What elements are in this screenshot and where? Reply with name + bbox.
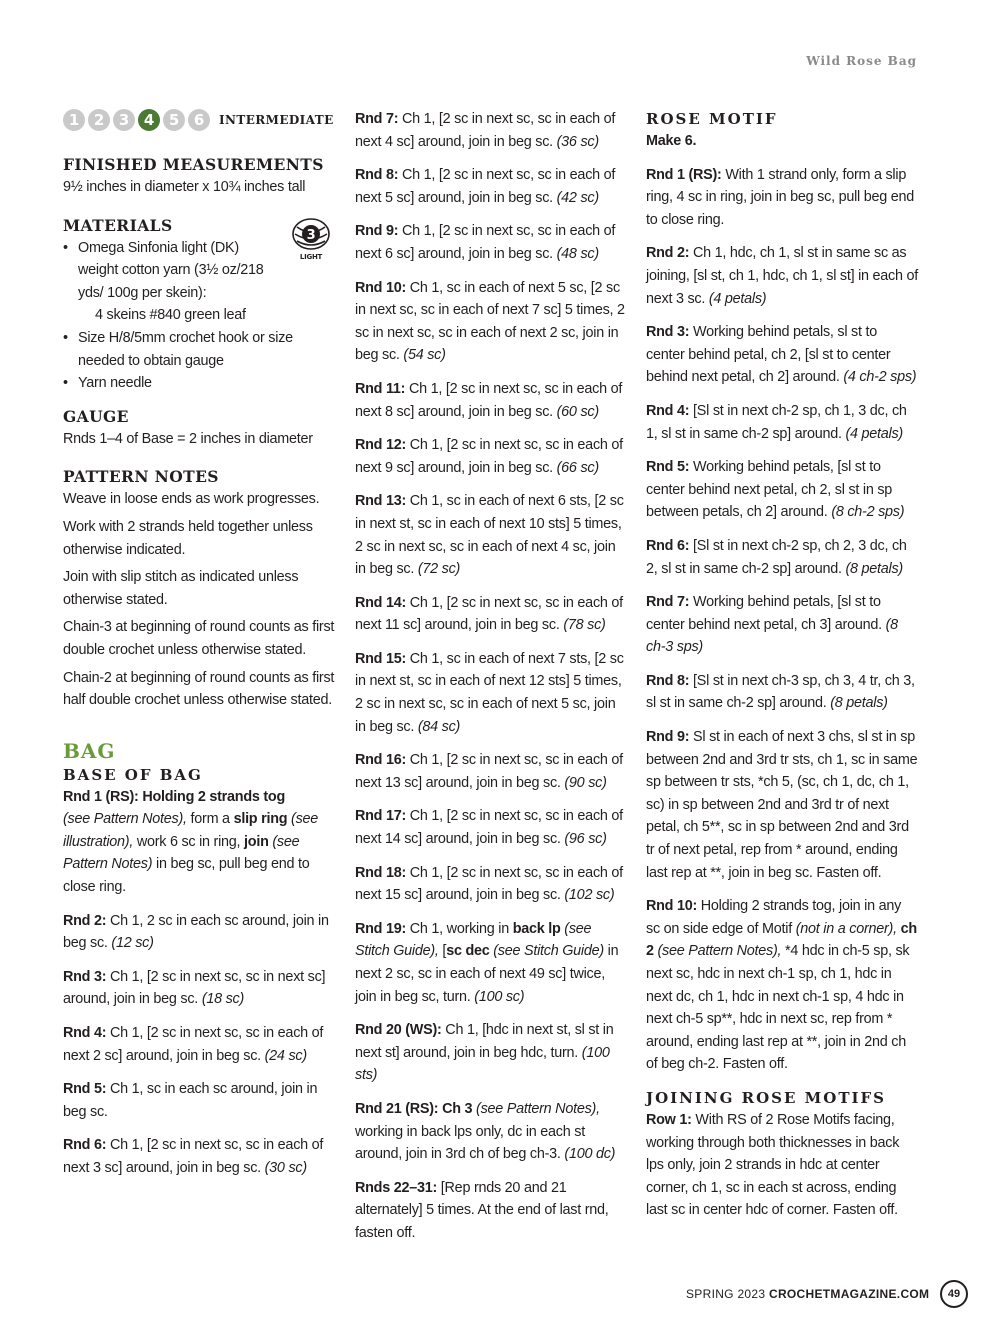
round-label: Rnd 3: [646, 324, 690, 341]
round-text: Working behind petals, sl st to center behind petal, ch 2, [sl st to center behind next petal, ch 2] around. [646, 324, 891, 386]
round-count: (78 sc) [563, 617, 606, 634]
round-text: Ch 1, [2 sc in next sc, sc in each of next 6 sc] around, join in beg sc. [355, 223, 616, 262]
skill-dot-6: 6 [188, 109, 210, 131]
round-label: Rnd 10: [646, 898, 698, 915]
round-text: Ch 1, [2 sc in next sc, sc in each of next 11 sc] around, join in beg sc. [355, 594, 623, 634]
round-count: (18 sc) [201, 991, 245, 1008]
round-count: (60 sc) [556, 403, 599, 420]
skill-dot-1: 1 [63, 109, 85, 131]
round-text: Ch 1, [2 sc in next sc, sc in each of next 2 sc] around, join in beg sc. [63, 1025, 324, 1064]
bag-heading: BAG [63, 738, 116, 763]
round-text: in beg sc, pull beg end to close ring. [63, 856, 310, 896]
round-text: Ch 1, [2 sc in next sc, sc in each of next 9 sc] around, join in beg sc. [355, 437, 623, 476]
round-label: Rnd 6: [646, 537, 690, 554]
round-label: Rnd 9: [355, 223, 399, 240]
round-rose-6 [646, 535, 918, 580]
skill-level-indicator [63, 108, 335, 132]
gauge-heading: GAUGE [63, 406, 129, 426]
round-text: Ch 1, [2 sc in next sc, sc in each of next 8 sc] around, join in beg sc. [355, 380, 623, 420]
round-label: Rnd 21 (RS): [355, 1100, 439, 1117]
round-label: Rnd 4: [646, 402, 690, 419]
round-label: Rnd 15: [355, 650, 407, 667]
round-label: Rnd 19: [355, 920, 407, 937]
round-text: form a [186, 811, 234, 828]
round-label: Rnd 5: [646, 459, 690, 476]
round-text: Ch 1, sc in each of next 5 sc, [2 sc in next sc, sc in each of next 7 sc] 5 times, 2 sc in next sc, sc in each of next 2 sc, join in beg sc. [355, 279, 625, 364]
round-count: (4 petals) [708, 290, 767, 307]
round-note: (see Stitch Guide), [355, 920, 592, 960]
round-label: Rnd 2: [646, 245, 690, 262]
round-term: slip ring [233, 811, 288, 828]
round-base-3 [63, 966, 335, 1011]
round-base-11 [355, 378, 627, 423]
materials-list [63, 237, 335, 395]
note-item: Weave in loose ends as work progresses. [63, 491, 320, 508]
round-base-4 [63, 1022, 335, 1067]
round-base-6 [63, 1134, 335, 1179]
materials-item-hook: • Size H/8/5mm crochet hook or size needed to obtain gauge [63, 327, 335, 372]
skill-dot-2: 2 [88, 109, 110, 131]
round-label: Rnd 4: [63, 1025, 107, 1042]
round-base-10 [355, 277, 627, 367]
gauge-text: Rnds 1–4 of Base = 2 inches in diameter [63, 430, 313, 447]
round-text: *4 hdc in ch-5 sp, sk next sc, hdc in next ch-1 sp, ch 1, hdc in next dc, ch 1, hdc in next ch-1 sp, 4 hdc in next ch-5 sp**, hdc in next sc, rep from * around, ending last rep at **, join in 2nd ch of beg ch-2. Fasten off. [646, 943, 910, 1073]
round-text: [Sl st in next ch-3 sp, ch 3, 4 tr, ch 3, sl st in same ch-2 sp] around. [646, 672, 915, 712]
round-count: (8 petals) [845, 560, 903, 577]
round-label: Rnd 12: [355, 437, 407, 454]
round-text: Ch 1, hdc, ch 1, sl st in same sc as joining, [sl st, ch 1, hdc, ch 1, sl st] in each of next 3 sc. [646, 245, 919, 307]
round-base-18 [355, 862, 627, 907]
round-rose-8 [646, 670, 918, 715]
rose-motif-heading: ROSE MOTIF [646, 110, 778, 128]
pattern-notes-heading: PATTERN NOTES [63, 467, 219, 487]
round-count: (30 sc) [264, 1160, 307, 1176]
round-base-8 [355, 164, 627, 209]
round-base-12 [355, 434, 627, 479]
round-text: Ch 1, [2 sc in next sc, sc in each of next 4 sc] around, join in beg sc. [355, 111, 616, 150]
materials-sub-item: 4 skeins #840 green leaf [95, 307, 246, 324]
round-label: Rnd 2: [63, 912, 107, 929]
round-label: Rnd 11: [355, 380, 406, 397]
footer-site: CROCHETMAGAZINE.COM [768, 1287, 930, 1301]
round-count: (100 sc) [474, 988, 525, 1005]
round-label: Rnd 14: [355, 594, 407, 611]
round-text: [Sl st in next ch-2 sp, ch 2, 3 dc, ch 2, sl st in same ch-2 sp] around. [646, 537, 907, 577]
round-label: Rnds 22–31: [355, 1179, 438, 1196]
base-heading: BASE OF BAG [63, 765, 203, 784]
round-note: (see Stitch Guide) [489, 943, 604, 960]
round-label: Rnd 17: [355, 808, 407, 825]
round-count: (102 sc) [564, 887, 615, 904]
round-count: (8 petals) [830, 695, 888, 712]
round-text: Ch 1, [hdc in next st, sl st in next st] around, join in beg hdc, turn. [355, 1022, 614, 1061]
round-label: Row 1: [646, 1111, 692, 1128]
round-label: Rnd 18: [355, 864, 407, 881]
column-left [63, 108, 335, 1180]
round-text: in next 2 sc, sc in each of next 49 sc] twice, join in beg sc, turn. [355, 943, 619, 1005]
round-rose-2 [646, 242, 918, 310]
round-base-15 [355, 648, 627, 738]
round-base-19 [355, 918, 627, 1008]
round-count: (96 sc) [564, 831, 607, 848]
round-text: Ch 1, [2 sc in next sc, sc in each of next 15 sc] around, join in beg sc. [355, 864, 623, 904]
round-base-17 [355, 805, 627, 850]
joining-row-1 [646, 1109, 918, 1222]
round-rose-10 [646, 895, 918, 1076]
round-count: (36 sc) [556, 133, 599, 150]
round-rose-1 [646, 164, 918, 232]
materials-heading: MATERIALS [63, 215, 173, 235]
round-note: (see illustration), [63, 811, 319, 850]
skill-dot-5: 5 [163, 109, 185, 131]
round-text: work 6 sc in ring, [133, 833, 245, 850]
round-note: (see Pattern Notes), [653, 943, 782, 960]
round-label: Rnd 13: [355, 493, 407, 510]
round-count: (66 sc) [556, 459, 599, 476]
round-text: Ch 1, [2 sc in next sc, sc in each of next 3 sc] around, join in beg sc. [63, 1137, 324, 1176]
joining-heading: JOINING ROSE MOTIFS [646, 1088, 887, 1107]
rose-make-count: Make 6. [646, 133, 697, 149]
round-base-21 [355, 1098, 627, 1166]
round-text: With 1 strand only, form a slip ring, 4 sc in ring, join in beg sc, pull beg end to close ring. [646, 166, 914, 228]
round-count: (12 sc) [111, 935, 154, 952]
round-base-7 [355, 108, 627, 153]
round-count: (4 ch-2 sps) [843, 369, 917, 386]
round-base-5 [63, 1078, 335, 1123]
column-middle [355, 108, 627, 1245]
round-count: (72 sc) [417, 561, 461, 578]
note-item: Work with 2 strands held together unless otherwise indicated. [63, 518, 313, 558]
round-text: [Rep rnds 20 and 21 alternately] 5 times. At the end of last rnd, fasten off. [355, 1179, 609, 1241]
round-text: Working behind petals, [sl st to center behind next petal, ch 3] around. [646, 594, 886, 633]
round-rose-3 [646, 321, 918, 389]
materials-item-yarn [63, 237, 335, 327]
note-item: Join with slip stitch as indicated unless otherwise stated. [63, 569, 299, 608]
round-text: [Sl st in next ch-2 sp, ch 1, 3 dc, ch 1, sl st in same ch-2 sp] around. [646, 402, 907, 442]
round-term: back lp [512, 920, 561, 937]
round-rose-4 [646, 400, 918, 445]
round-text: With RS of 2 Rose Motifs facing, working through both thicknesses in back lps only, join 2 strands in hdc at center corner, ch 1, sc in each st across, ending last sc in center hdc of corner. Fasten off. [646, 1111, 900, 1219]
round-text: [ [438, 943, 447, 960]
round-count: (54 sc) [403, 347, 446, 364]
round-base-14 [355, 592, 627, 637]
round-text: Ch 1, sc in each sc around, join in beg sc. [63, 1081, 318, 1120]
round-term: Ch 3 [438, 1100, 473, 1117]
round-term: join [244, 833, 269, 850]
round-count: (42 sc) [556, 189, 599, 206]
round-text: Ch 1, sc in each of next 7 sts, [2 sc in next st, sc in each of next 12 sts] 5 times, 2 sc in next sc, sc in each of next 5 sc, join in beg sc. [355, 650, 624, 735]
round-base-9 [355, 220, 627, 265]
round-label: Rnd 10: [355, 279, 407, 296]
footer [686, 1287, 929, 1301]
column-right [646, 108, 918, 1222]
round-count: (48 sc) [556, 245, 599, 262]
running-header: Wild Rose Bag [806, 54, 917, 68]
round-count: (8 ch-2 sps) [831, 504, 905, 521]
round-rose-9 [646, 726, 918, 884]
round-text: Ch 1, working in [406, 920, 513, 937]
round-label: Rnd 3: [63, 968, 107, 985]
round-base-1 [63, 786, 335, 899]
round-text: Ch 1, [2 sc in next sc, sc in next sc] around, join in beg sc. [63, 968, 326, 1008]
note-item: Chain-3 at beginning of round counts as first double crochet unless otherwise stated. [63, 619, 335, 658]
round-count: (24 sc) [264, 1047, 307, 1064]
measurements-heading: FINISHED MEASUREMENTS [63, 155, 324, 174]
round-label: Rnd 9: [646, 729, 690, 746]
measurements-text: 9½ inches in diameter x 10¾ inches tall [63, 179, 306, 195]
round-text: Sl st in each of next 3 chs, sl st in sp between 2nd and 3rd tr sts, ch 1, sc in same sp between tr sts, *ch 5, (sc, ch 1, dc, ch 1, sc) in sp between 2nd and 3rd tr of next petal, ch 5**, sc in sp between 2nd and 3rd tr of next petal, rep from * around, ending last rep at **, join in beg sc. Fasten off. [646, 729, 918, 881]
round-note: (see Pattern Notes) [63, 833, 300, 873]
round-text: Ch 1, [2 sc in next sc, sc in each of next 5 sc] around, join in beg sc. [355, 167, 616, 206]
round-text: Ch 1, sc in each of next 6 sts, [2 sc in next st, sc in each of next 10 sts] 5 times, 2 sc in next sc, sc in each of next 4 sc, join in beg sc. [355, 493, 624, 578]
round-count: (100 dc) [564, 1146, 616, 1163]
materials-item-needle: • Yarn needle [63, 372, 335, 395]
round-text: Working behind petals, [sl st to center behind next petal, ch 2, sl st in sp between petals, ch 2] around. [646, 459, 893, 521]
round-base-2 [63, 910, 335, 955]
round-label: Rnd 16: [355, 752, 407, 769]
round-text: Ch 1, [2 sc in next sc, sc in each of next 13 sc] around, join in beg sc. [355, 752, 623, 791]
round-base-22-31 [355, 1177, 627, 1245]
round-rose-5 [646, 456, 918, 524]
round-count: (90 sc) [564, 774, 607, 791]
skill-label: INTERMEDIATE [219, 112, 334, 127]
round-label: Rnd 8: [646, 672, 690, 689]
round-text: Ch 1, [2 sc in next sc, sc in each of next 14 sc] around, join in beg sc. [355, 808, 623, 848]
round-note: (see Pattern Notes), [63, 811, 187, 828]
materials-item-yarn-text: Omega Sinfonia light (DK) weight cotton yarn (3½ oz/218 yds/ 100g per skein): [78, 239, 264, 301]
footer-issue: SPRING 2023 [686, 1287, 769, 1301]
skill-dot-3: 3 [113, 109, 135, 131]
round-label: Rnd 1 (RS): Holding 2 strands tog [63, 788, 285, 805]
round-count: (4 petals) [845, 425, 903, 442]
round-text: Ch 1, 2 sc in each sc around, join in beg sc. [63, 912, 329, 952]
round-label: Rnd 8: [355, 167, 399, 184]
round-label: Rnd 5: [63, 1081, 107, 1098]
round-label: Rnd 1 (RS): [646, 166, 722, 183]
round-base-20 [355, 1019, 627, 1087]
round-rose-7 [646, 591, 918, 659]
round-count: (8 ch-3 sps) [646, 616, 898, 656]
round-base-16 [355, 749, 627, 794]
page-number: 49 [940, 1280, 968, 1308]
round-term: sc dec [446, 943, 490, 960]
round-count: (100 sts) [355, 1044, 610, 1084]
note-item: Chain-2 at beginning of round counts as first half double crochet unless otherwise stated. [63, 669, 335, 709]
yarn-weight-label: LIGHT [299, 252, 323, 261]
round-note: (not in a corner), [795, 920, 897, 937]
yarn-weight-number: 3 [306, 227, 316, 243]
round-base-13 [355, 490, 627, 580]
round-label: Rnd 6: [63, 1137, 107, 1154]
skill-dot-4: 4 [138, 109, 160, 131]
round-count: (84 sc) [417, 718, 461, 735]
round-text: working in back lps only, dc in each st around, join in 3rd ch of beg ch-3. [355, 1123, 585, 1163]
round-text: Holding 2 strands tog, join in any sc on side edge of Motif [646, 898, 902, 937]
round-note: (see Pattern Notes), [472, 1100, 600, 1117]
round-term: ch 2 [646, 920, 917, 960]
round-label: Rnd 7: [646, 594, 690, 611]
round-label: Rnd 7: [355, 111, 399, 127]
round-label: Rnd 20 (WS): [355, 1022, 442, 1039]
